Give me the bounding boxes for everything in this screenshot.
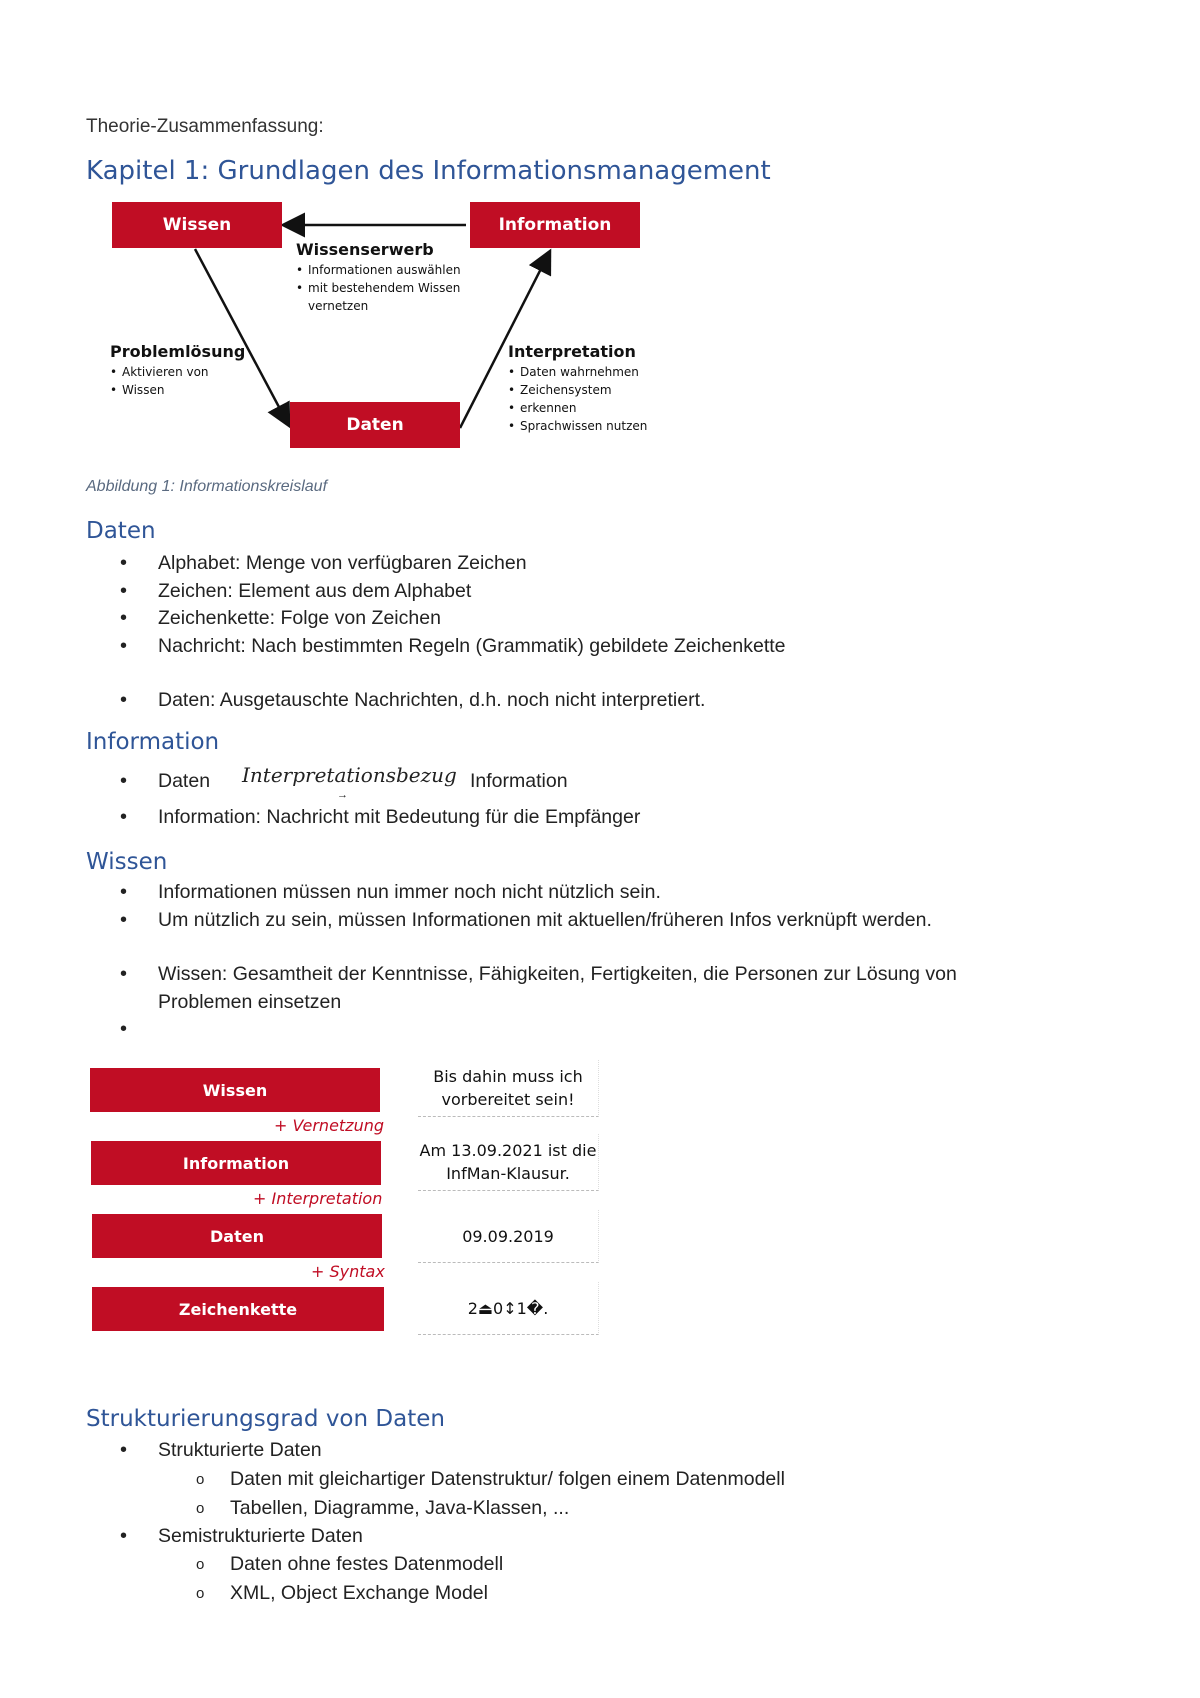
list-item: • Alphabet: Menge von verfügbaren Zeichen [120,550,786,578]
connector-syntax: + Syntax [311,1262,385,1281]
heading-wissen: Wissen [86,849,168,875]
label-interpretation: Interpretation • Daten wahrnehmen • Zeichensystem • erkennen • Sprachwissen nutzen [508,342,668,435]
sub-list-item: o Daten mit gleichartiger Datenstruktur/ folgen einem Datenmodell [120,1465,785,1494]
list-item: • Semistrukturierte Daten [120,1523,785,1551]
level-information: Information [91,1141,381,1185]
list-item-empty [120,1016,957,1044]
example-zeichenkette: 2⏏0↕1�. [418,1282,599,1335]
heading-strukturierungsgrad: Strukturierungsgrad von Daten [86,1406,445,1432]
list-item: • Information: Nachricht mit Bedeutung für die Empfänger [120,804,640,832]
sub-list-item: o Daten ohne festes Datenmodell [120,1550,785,1579]
formula-operator: Interpretationsbezug → [242,762,457,791]
level-daten: Daten [92,1214,382,1258]
example-information: Am 13.09.2021 ist die InfMan-Klausur. [418,1134,599,1191]
example-daten: 09.09.2019 [418,1210,599,1263]
figure-caption: Abbildung 1: Informationskreislauf [86,478,328,495]
label-problemloesung: Problemlösung • Aktivieren von • Wissen [110,342,250,399]
daten-list [120,550,786,715]
wissen-list [120,879,957,1044]
example-wissen: Bis dahin muss ich vorbereitet sein! [418,1060,599,1117]
list-item: • Zeichenkette: Folge von Zeichen [120,605,786,633]
formula-arrow-icon: → [337,789,348,801]
connector-interpretation: + Interpretation [253,1189,383,1208]
label-wissenserwerb: Wissenserwerb • Informationen auswählen • mit bestehendem Wissen vernetzen [296,240,486,315]
box-wissen: Wissen [112,202,282,248]
heading-information: Information [86,729,220,755]
struktur-list [120,1437,785,1608]
box-information: Information [470,202,640,248]
data-hierarchy-diagram [0,1060,620,1340]
connector-vernetzung: + Vernetzung [274,1116,385,1135]
list-item: • Strukturierte Daten [120,1437,785,1465]
formula-right: Information [470,770,568,792]
chapter-title: Kapitel 1: Grundlagen des Informationsmanagement [86,156,771,186]
heading-daten: Daten [86,518,156,544]
list-item: • Daten: Ausgetauschte Nachrichten, d.h. noch nicht interpretiert. [120,687,786,715]
list-item: • Um nützlich zu sein, müssen Informationen mit aktuellen/früheren Infos verknüpft werden. [120,907,957,935]
sub-list-item: o Tabellen, Diagramme, Java-Klassen, ... [120,1494,785,1523]
list-item: • Informationen müssen nun immer noch nicht nützlich sein. [120,879,957,907]
formula-item [120,763,640,804]
lead-text: Theorie-Zusammenfassung: [86,116,324,137]
level-zeichenkette: Zeichenkette [92,1287,384,1331]
box-daten: Daten [290,402,460,448]
information-list [120,763,641,832]
sub-list-item: o XML, Object Exchange Model [120,1579,785,1608]
information-cycle-diagram [100,196,660,458]
level-wissen: Wissen [90,1068,380,1112]
list-item: • Zeichen: Element aus dem Alphabet [120,578,786,606]
formula-left: Daten [158,770,211,792]
list-item: • Wissen: Gesamtheit der Kenntnisse, Fähigkeiten, Fertigkeiten, die Personen zur Lösung von Problemen einsetzen [120,961,957,1016]
list-item: • Nachricht: Nach bestimmten Regeln (Grammatik) gebildete Zeichenkette [120,633,786,661]
